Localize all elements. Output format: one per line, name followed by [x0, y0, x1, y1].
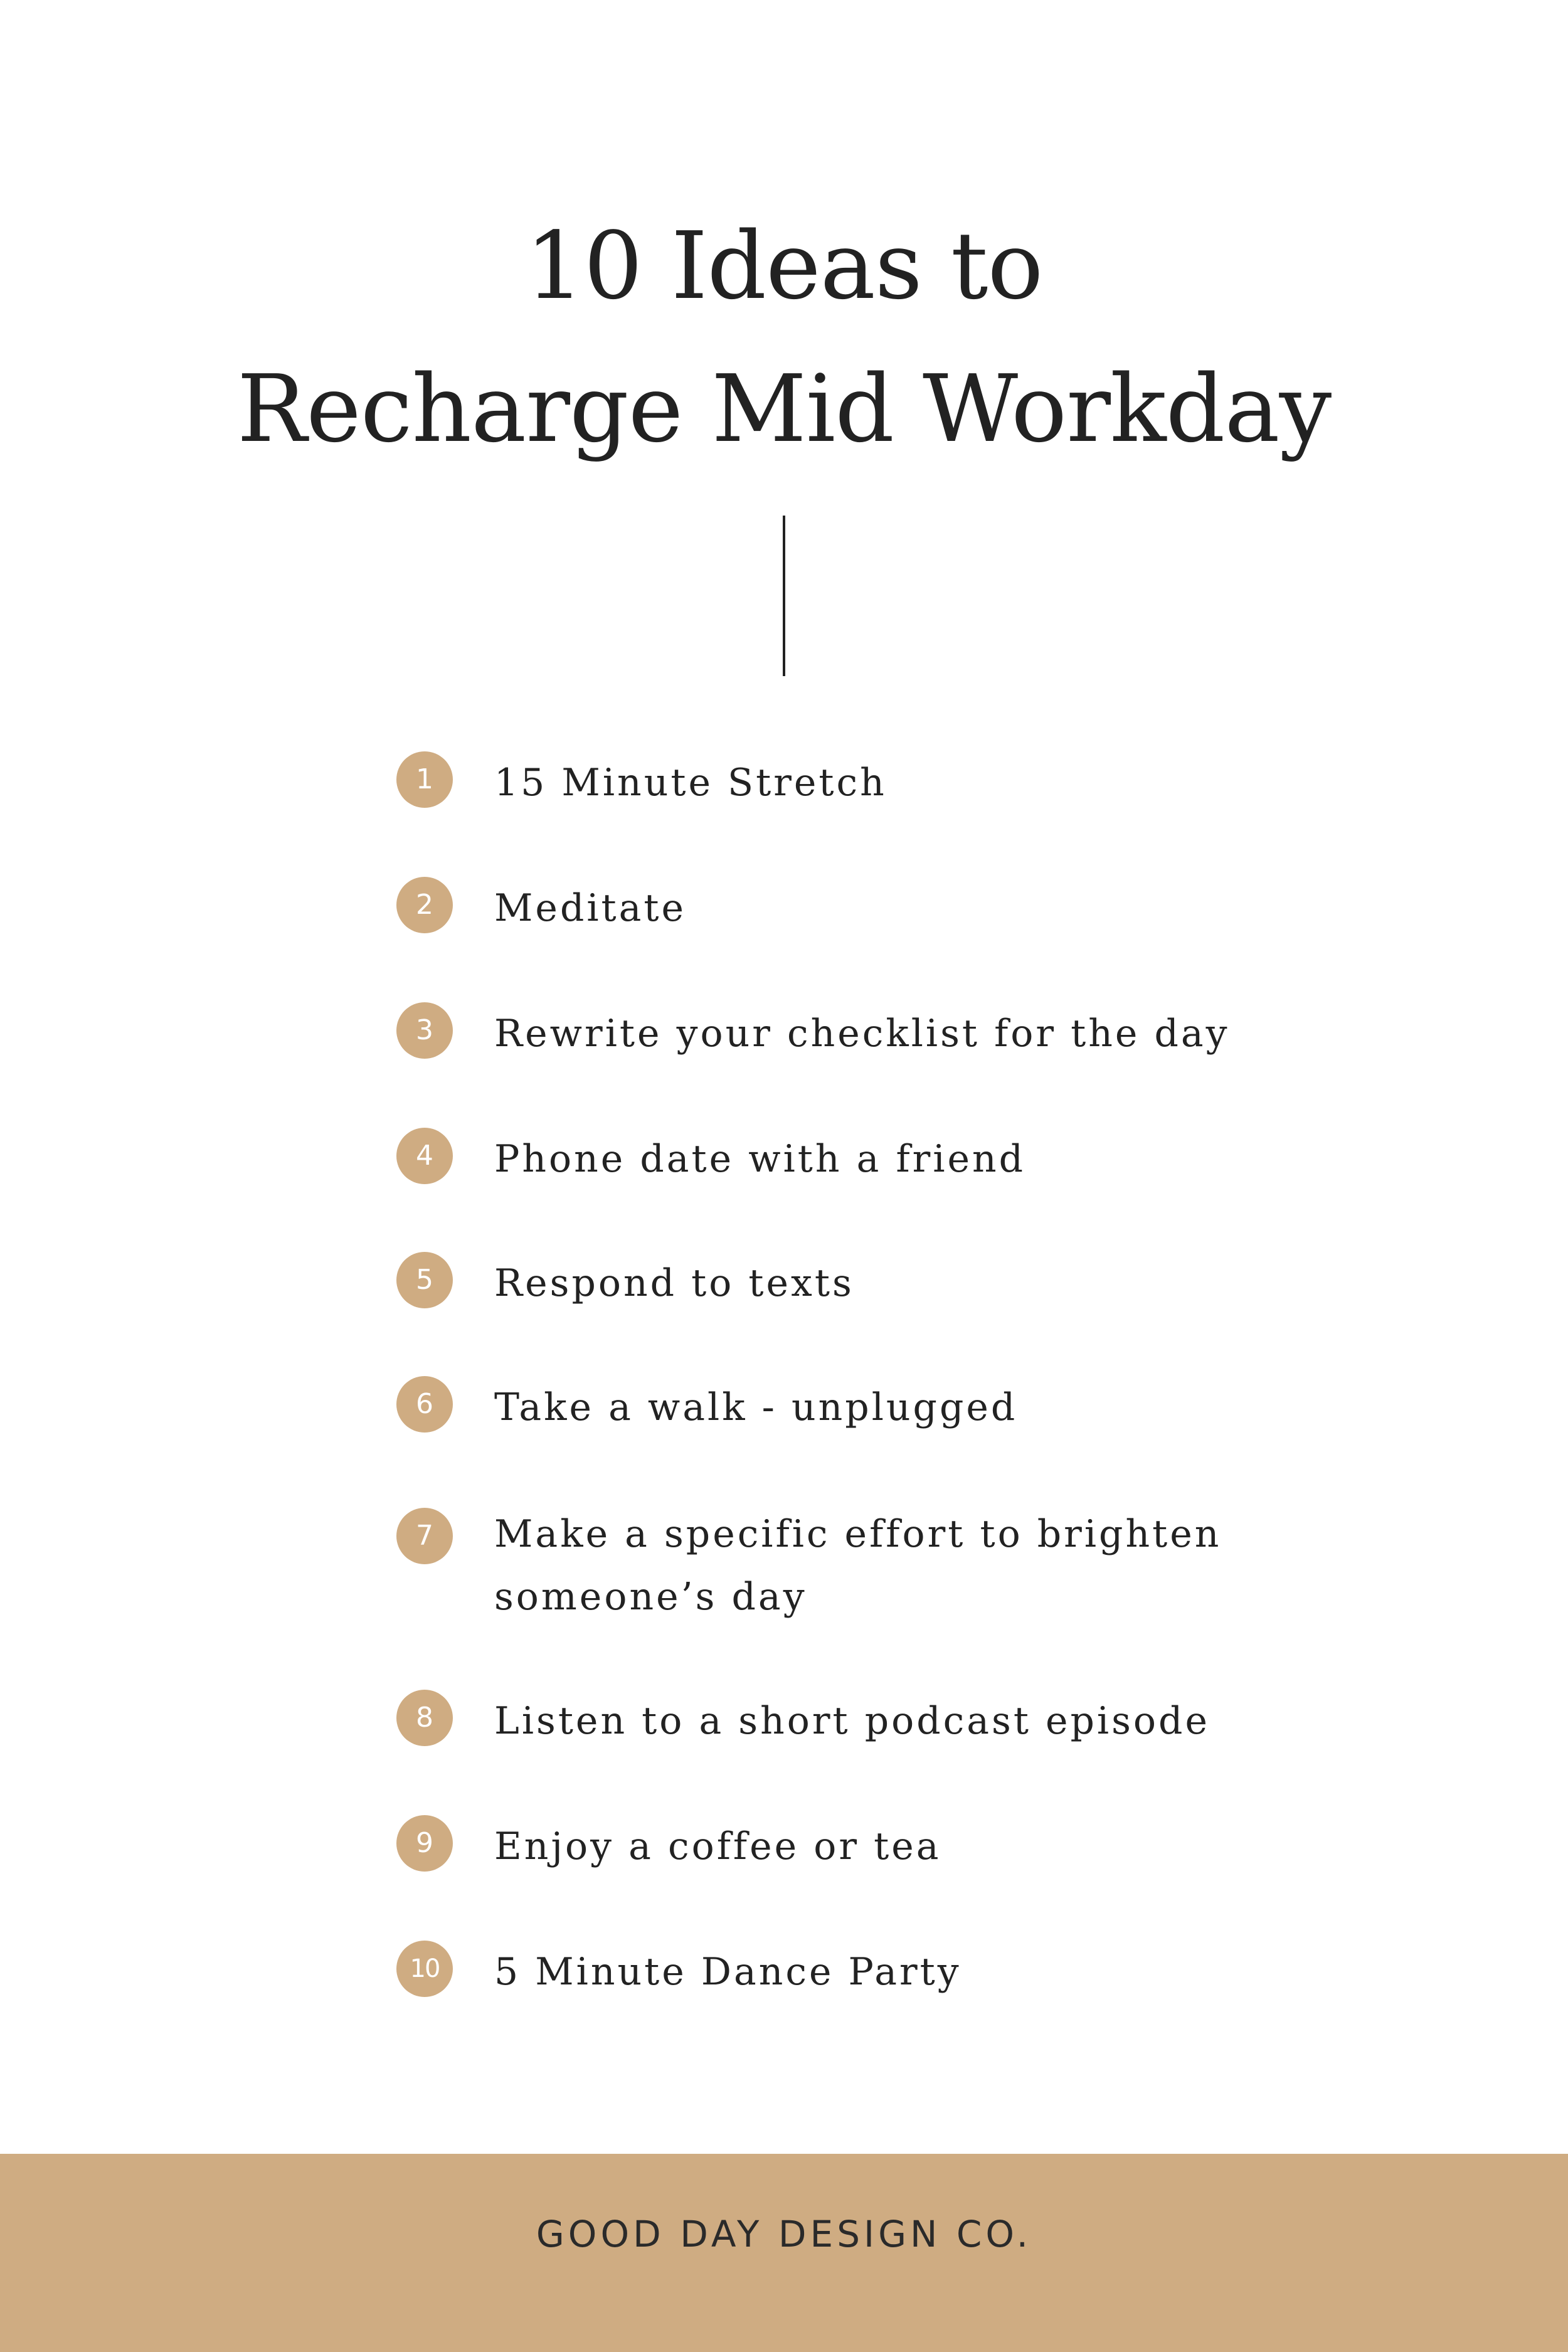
list-item [396, 1128, 1337, 1190]
number-badge: 4 [396, 1128, 453, 1184]
list-item [396, 1002, 1337, 1065]
list-item-text: Take a walk - unplugged [494, 1385, 1018, 1429]
list-item-text: Make a specific effort to brighten someone’s day [494, 1512, 1222, 1619]
list-item [396, 751, 1337, 814]
list-item [396, 1252, 1337, 1315]
number-badge: 1 [396, 751, 453, 808]
title-line-1: 10 Ideas to [525, 212, 1043, 320]
list-item-text: Enjoy a coffee or tea [494, 1825, 941, 1868]
list-item-text: 5 Minute Dance Party [494, 1950, 961, 1994]
list-item-text: 15 Minute Stretch [494, 761, 887, 805]
number-badge: 3 [396, 1002, 453, 1059]
number-badge: 5 [396, 1252, 453, 1308]
list-item-text: Respond to texts [494, 1261, 854, 1305]
footer-band [0, 2154, 1568, 2352]
number-badge: 10 [396, 1941, 453, 1997]
title-line-2: Recharge Mid Workday [236, 355, 1332, 463]
list-item [396, 1941, 1337, 2003]
number-badge: 8 [396, 1690, 453, 1746]
list-item-text: Listen to a short podcast episode [494, 1699, 1210, 1743]
list-item [396, 1815, 1337, 1878]
number-badge: 7 [396, 1508, 453, 1564]
footer-brand: GOOD DAY DESIGN CO. [536, 2213, 1032, 2255]
list-item [396, 1690, 1337, 1752]
vertical-divider [783, 516, 785, 676]
number-badge: 9 [396, 1815, 453, 1872]
list-item [396, 1508, 1337, 1633]
list-item-text: Meditate [494, 886, 687, 930]
number-badge: 6 [396, 1376, 453, 1433]
list-item-text: Phone date with a friend [494, 1137, 1026, 1181]
list-item-text: Rewrite your checklist for the day [494, 1012, 1230, 1056]
list-item [396, 1376, 1337, 1439]
page-title [0, 194, 1568, 480]
number-badge: 2 [396, 877, 453, 933]
list-item [396, 877, 1337, 940]
